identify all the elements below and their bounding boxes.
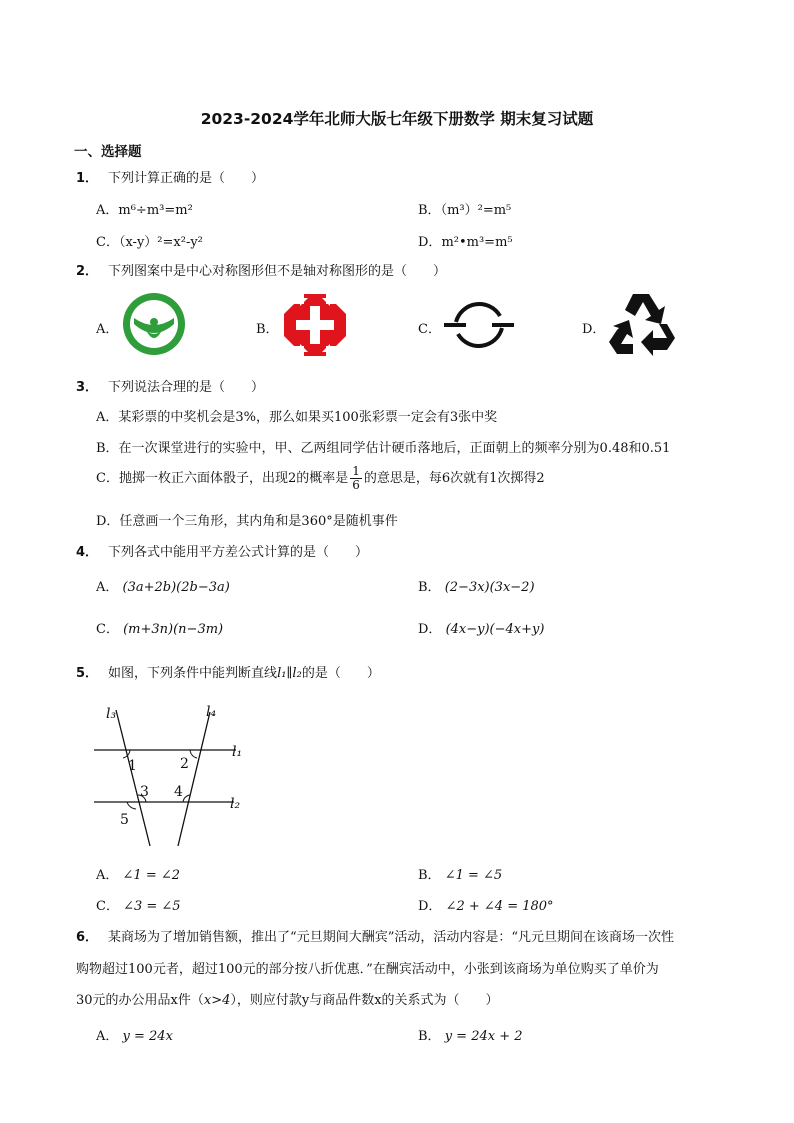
option-text: y = 24x xyxy=(122,1029,173,1044)
option-text: y = 24x + 2 xyxy=(444,1029,523,1044)
question-text: 的是（ ） xyxy=(301,666,380,681)
option-label: C． xyxy=(96,622,119,637)
option-text: (4x−y)(−4x+y) xyxy=(445,622,545,637)
q4-option-b[interactable] xyxy=(418,576,535,595)
fraction xyxy=(350,465,362,492)
option-label: C． xyxy=(96,899,119,914)
q1-option-c[interactable] xyxy=(96,231,203,250)
fraction-denominator: 6 xyxy=(352,478,360,492)
option-label: A． xyxy=(96,868,119,883)
question-text: 下列说法合理的是（ ） xyxy=(108,380,265,395)
q3-option-c[interactable] xyxy=(96,465,545,492)
question-6-line-2: 购物超过100元者，超过100元的部分按八折优惠．”在酬宾活动中，小张到该商场为单位购买了单价为 xyxy=(76,962,659,977)
option-label: A． xyxy=(96,580,119,595)
q1-option-a[interactable] xyxy=(96,199,193,218)
option-text: (m+3n)(n−3m) xyxy=(123,622,224,637)
q1-option-d[interactable] xyxy=(418,231,513,250)
q3-option-b[interactable]: B．在一次课堂进行的实验中，甲、乙两组同学估计硬币落地后，正面朝上的频率分别为0.48和0.51 xyxy=(96,441,671,456)
q3-option-a[interactable]: A．某彩票的中奖机会是3%，那么如果买100张彩票一定会有3张中奖 xyxy=(96,410,498,425)
option-label: B． xyxy=(418,203,441,218)
option-label: A． xyxy=(96,1029,119,1044)
angle-label-1: 1 xyxy=(128,758,137,774)
question-3 xyxy=(76,376,264,395)
question-4 xyxy=(76,541,368,560)
option-label: D． xyxy=(418,899,442,914)
fraction-numerator: 1 xyxy=(352,464,360,478)
question-5 xyxy=(76,662,380,681)
question-1 xyxy=(76,167,264,186)
question-2 xyxy=(76,260,446,279)
option-label: B． xyxy=(418,1029,441,1044)
question-text: ），则应付款y与商品件数x的关系式为（ ） xyxy=(230,993,499,1008)
option-label: B． xyxy=(418,580,441,595)
option-text: C．抛掷一枚正六面体骰子，出现2的概率是 xyxy=(96,471,349,486)
option-text: （x-y）²=x²-y² xyxy=(118,235,203,250)
option-label: D． xyxy=(418,235,442,250)
option-text: (3a+2b)(2b−3a) xyxy=(122,580,230,595)
green-food-logo-icon[interactable] xyxy=(122,292,186,360)
angle-label-3: 3 xyxy=(140,784,149,800)
q5-option-b[interactable] xyxy=(418,864,502,883)
option-label: C． xyxy=(96,235,119,250)
q3-option-d[interactable]: D．任意画一个三角形，其内角和是360°是随机事件 xyxy=(96,514,398,529)
option-label: B． xyxy=(418,868,441,883)
question-math: l₁∥l₂ xyxy=(277,666,302,681)
option-text: m²•m³=m⁵ xyxy=(441,235,513,250)
label-l1: l₁ xyxy=(232,744,243,760)
q5-option-a[interactable] xyxy=(96,864,180,883)
option-label: D． xyxy=(418,622,442,637)
red-cross-icon[interactable] xyxy=(282,292,348,362)
question-text: 下列各式中能用平方差公式计算的是（ ） xyxy=(108,545,369,560)
label-l3: l₃ xyxy=(106,706,117,722)
option-text: ∠3 = ∠5 xyxy=(123,899,181,914)
option-label: A． xyxy=(96,203,119,218)
angle-label-2: 2 xyxy=(180,756,189,772)
q6-option-a[interactable] xyxy=(96,1025,173,1044)
option-text: m⁶÷m³=m² xyxy=(118,203,193,218)
question-6 xyxy=(76,926,674,945)
question-number: 2． xyxy=(76,264,99,279)
q4-option-d[interactable] xyxy=(418,618,544,637)
option-text: ∠1 = ∠5 xyxy=(444,868,503,883)
question-text: 如图，下列条件中能判断直线 xyxy=(108,666,278,681)
q2-option-a-label[interactable]: A． xyxy=(96,322,119,337)
option-text: ∠2 + ∠4 = 180° xyxy=(445,899,554,914)
option-text: 的意思是，每6次就有1次掷得2 xyxy=(363,471,545,486)
question-text: 30元的办公用品x件（ xyxy=(76,993,204,1008)
question-math: x>4 xyxy=(203,993,231,1008)
question-text: 下列图案中是中心对称图形但不是轴对称图形的是（ ） xyxy=(108,264,447,279)
angle-label-4: 4 xyxy=(174,784,183,800)
angle-label-5: 5 xyxy=(120,812,129,828)
question-number: 6． xyxy=(76,930,99,945)
q5-option-c[interactable] xyxy=(96,895,181,914)
q2-option-d-label[interactable]: D． xyxy=(582,322,606,337)
question-number: 5． xyxy=(76,666,99,681)
label-l4: l₄ xyxy=(206,704,217,720)
recycle-icon[interactable] xyxy=(607,290,677,362)
question-number: 4． xyxy=(76,545,99,560)
page-title: 2023-2024学年北师大版七年级下册数学 期末复习试题 xyxy=(200,110,594,128)
q4-option-c[interactable] xyxy=(96,618,223,637)
question-6-line-3 xyxy=(76,989,499,1008)
question-text: 某商场为了增加销售额，推出了“元旦期间大酬宾”活动，活动内容是：“凡元旦期间在该商场一次性 xyxy=(108,930,674,945)
option-text: （m³）²=m⁵ xyxy=(440,203,512,218)
question-text: 下列计算正确的是（ ） xyxy=(108,171,265,186)
q2-option-c-label[interactable]: C． xyxy=(418,322,441,337)
q2-option-b-label[interactable]: B． xyxy=(256,322,279,337)
label-l2: l₂ xyxy=(230,796,241,812)
question-number: 3． xyxy=(76,380,99,395)
option-text: ∠1 = ∠2 xyxy=(122,868,181,883)
q4-option-a[interactable] xyxy=(96,576,230,595)
q5-option-d[interactable] xyxy=(418,895,554,914)
circular-arrows-icon[interactable] xyxy=(442,294,516,360)
question-number: 1． xyxy=(76,171,99,186)
q1-option-b[interactable] xyxy=(418,199,511,218)
option-text: (2−3x)(3x−2) xyxy=(444,580,535,595)
section-heading: 一、选择题 xyxy=(74,144,142,160)
q6-option-b[interactable] xyxy=(418,1025,523,1044)
parallel-lines-figure xyxy=(90,698,260,854)
